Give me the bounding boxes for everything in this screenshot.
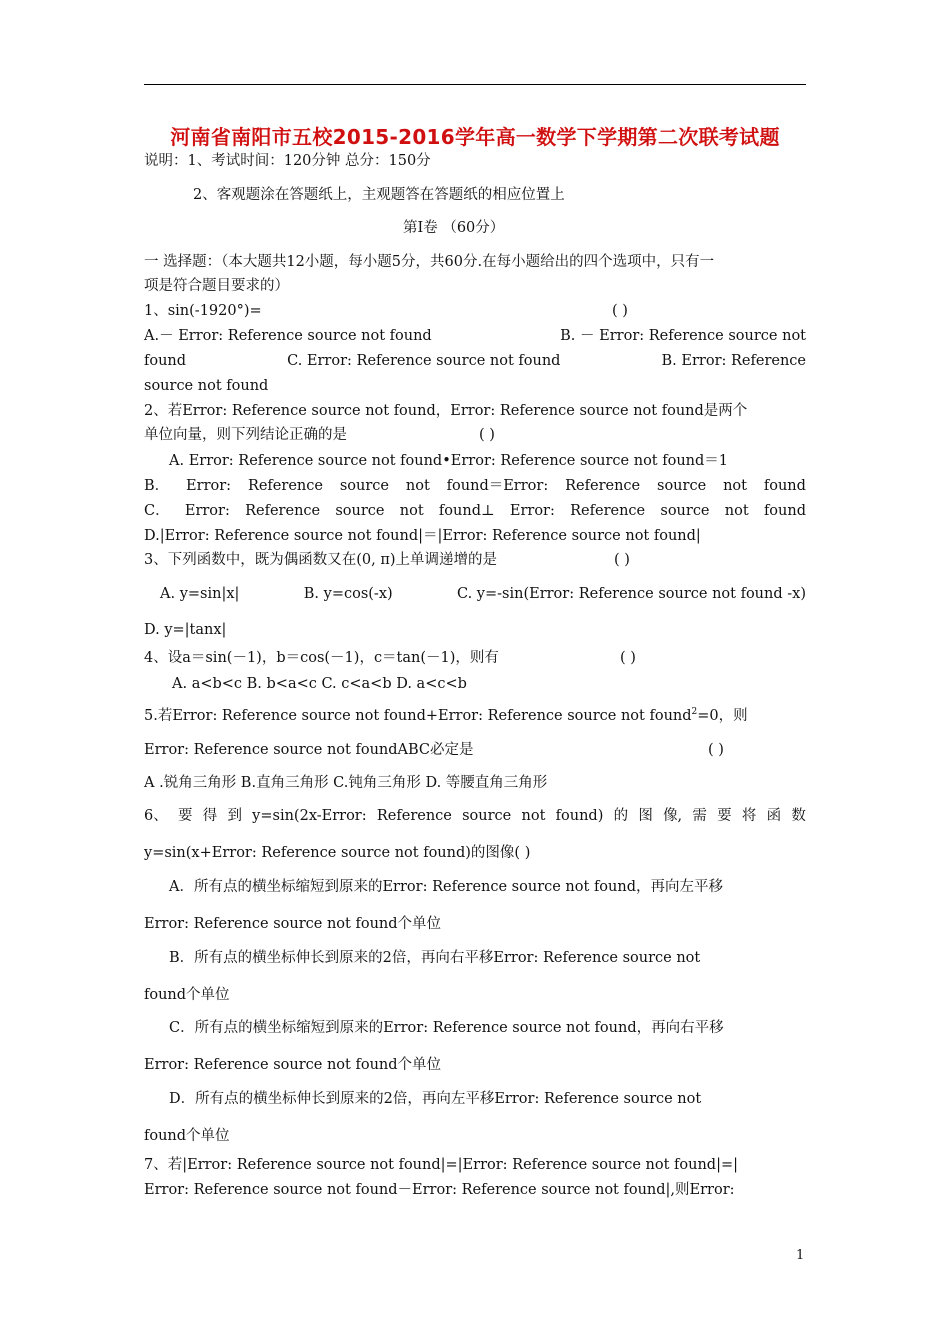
- note-line-2: 2、客观题涂在答题纸上，主观题答在答题纸的相应位置上: [193, 187, 565, 203]
- q2-b-word: source: [339, 478, 389, 494]
- q3-option-a: A. y=sin|x|: [160, 586, 240, 602]
- note-line-1: 说明：1、考试时间：120分钟 总分：150分: [144, 153, 431, 169]
- q5-blank: ( ): [708, 742, 724, 758]
- q1-options-row-1: [144, 326, 806, 346]
- q2-b-word: not: [723, 478, 747, 494]
- q2-c-word: found⊥: [438, 503, 495, 519]
- q3-option-d: D. y=|tanx|: [144, 622, 227, 638]
- header-rule: [144, 84, 806, 85]
- q2-option-b: [144, 476, 806, 496]
- q6-word: 要: [177, 808, 193, 824]
- q6-word: source: [462, 808, 512, 824]
- q2-stem-1: 2、若Error: Reference source not found，Error: Reference source not found是两个: [144, 403, 748, 419]
- q2-b-word: Reference: [247, 478, 323, 494]
- q3-blank: ( ): [614, 552, 630, 568]
- q1-option-a: A.－ Error: Reference source not found: [144, 328, 432, 344]
- q7-stem-2: Error: Reference source not found－Error: Reference source not found|,则Error:: [144, 1182, 735, 1198]
- q2-b-word: B．: [144, 478, 170, 494]
- q6-word: 函: [766, 808, 782, 824]
- q6-word: 数: [791, 808, 806, 824]
- page-number: 1: [796, 1248, 805, 1263]
- q2-option-a: A. Error: Reference source not found•Error: Reference source not found＝1: [169, 453, 729, 469]
- q6-word: 像,: [663, 808, 683, 824]
- q1-options-row-3: source not found: [144, 378, 269, 394]
- q6-word: y=sin(2x-Error:: [252, 808, 367, 824]
- q4-blank: ( ): [620, 650, 636, 666]
- q2-c-word: C．: [144, 503, 170, 519]
- q6-option-a-1: A．所有点的横坐标缩短到原来的Error: Reference source not found，再向左平移: [169, 879, 723, 895]
- q2-c-word: source: [335, 503, 385, 519]
- section-intro-1: 一 选择题：（本大题共12小题，每小题5分，共60分.在每小题给出的四个选项中，只有一: [144, 254, 715, 270]
- q2-c-word: Reference: [245, 503, 321, 519]
- q6-option-c-1: C．所有点的横坐标缩短到原来的Error: Reference source not found，再向右平移: [169, 1020, 724, 1036]
- q1-option-d: B. Error: Reference: [661, 353, 806, 369]
- q4-stem: 4、设a＝sin(－1)，b＝cos(－1)，c＝tan(－1)，则有: [144, 650, 499, 666]
- q6-stem-1: [144, 806, 806, 826]
- q2-c-word: not: [724, 503, 749, 519]
- exam-title: 河南省南阳市五校2015-2016学年高一数学下学期第二次联考试题: [170, 125, 780, 149]
- q6-word: 需: [692, 808, 707, 824]
- q2-c-word: Error:: [184, 503, 230, 519]
- q2-c-word: found: [763, 503, 806, 519]
- q5-stem-1: [144, 702, 748, 726]
- q2-c-word: source: [660, 503, 710, 519]
- q6-word: 将: [741, 808, 757, 824]
- q2-blank: ( ): [479, 427, 495, 443]
- q5-exponent: 2: [691, 707, 698, 717]
- q6-word: 到: [227, 808, 242, 824]
- q1-blank: ( ): [612, 303, 628, 319]
- q6-option-b-2: found个单位: [144, 987, 230, 1003]
- q1-option-b-cont: found: [144, 353, 187, 369]
- q4-options: A. a<b<c B. b<a<c C. c<a<b D. a<c<b: [172, 676, 467, 692]
- q1-options-row-2: [144, 351, 806, 371]
- q6-word: Reference: [376, 808, 452, 824]
- q6-word: found): [555, 808, 604, 824]
- q2-b-word: found: [763, 478, 806, 494]
- q5-stem-end: =0，则: [697, 707, 748, 724]
- section-heading: 第Ⅰ卷 （60分）: [403, 220, 505, 236]
- section-intro-2: 项是符合题目要求的）: [144, 278, 289, 294]
- q3-option-b: B. y=cos(-x): [303, 586, 393, 602]
- q2-b-word: not: [405, 478, 430, 494]
- q6-word: 6、: [144, 808, 168, 824]
- q6-word: 图: [638, 808, 653, 824]
- q2-b-word: Reference: [565, 478, 641, 494]
- q6-word: 的: [613, 808, 629, 824]
- q5-options: A .锐角三角形 B.直角三角形 C.钝角三角形 D. 等腰直角三角形: [144, 775, 548, 791]
- q2-b-word: found＝Error:: [446, 478, 549, 494]
- q3-options: [160, 584, 806, 604]
- q5-stem-2: Error: Reference source not foundABC必定是: [144, 742, 474, 758]
- q2-option-c: [144, 501, 806, 521]
- q2-option-d: D.|Error: Reference source not found|＝|Error: Reference source not found|: [144, 528, 701, 544]
- q2-c-word: Reference: [570, 503, 646, 519]
- q1-option-c: C. Error: Reference source not found: [287, 353, 561, 369]
- q6-word: 要: [717, 808, 732, 824]
- q7-stem-1: 7、若|Error: Reference source not found|=|Error: Reference source not found|=|: [144, 1157, 738, 1173]
- q6-stem-2: y=sin(x+Error: Reference source not found)的图像( ): [144, 845, 531, 861]
- q6-option-d-2: found个单位: [144, 1128, 230, 1144]
- q2-b-word: Error:: [186, 478, 232, 494]
- q5-stem-text: 5.若Error: Reference source not found+Error: Reference source not found: [144, 707, 692, 724]
- q6-option-b-1: B．所有点的横坐标伸长到原来的2倍，再向右平移Error: Reference source not: [169, 950, 701, 966]
- q1-option-b: B. － Error: Reference source not: [560, 328, 806, 344]
- q2-stem-2: 单位向量，则下列结论正确的是: [144, 427, 347, 443]
- q3-stem: 3、下列函数中，既为偶函数又在(0, π)上单调递增的是: [144, 552, 498, 568]
- q2-c-word: Error:: [509, 503, 555, 519]
- q6-option-d-1: D．所有点的横坐标伸长到原来的2倍，再向左平移Error: Reference source not: [169, 1091, 702, 1107]
- q6-option-c-2: Error: Reference source not found个单位: [144, 1057, 442, 1073]
- q3-option-c: C. y=-sin(Error: Reference source not found -x): [457, 586, 806, 602]
- q6-word: 得: [202, 808, 218, 824]
- q1-stem: 1、sin(-1920°)=: [144, 303, 262, 319]
- q2-b-word: source: [657, 478, 707, 494]
- q6-option-a-2: Error: Reference source not found个单位: [144, 916, 442, 932]
- q6-word: not: [521, 808, 546, 824]
- q2-c-word: not: [399, 503, 424, 519]
